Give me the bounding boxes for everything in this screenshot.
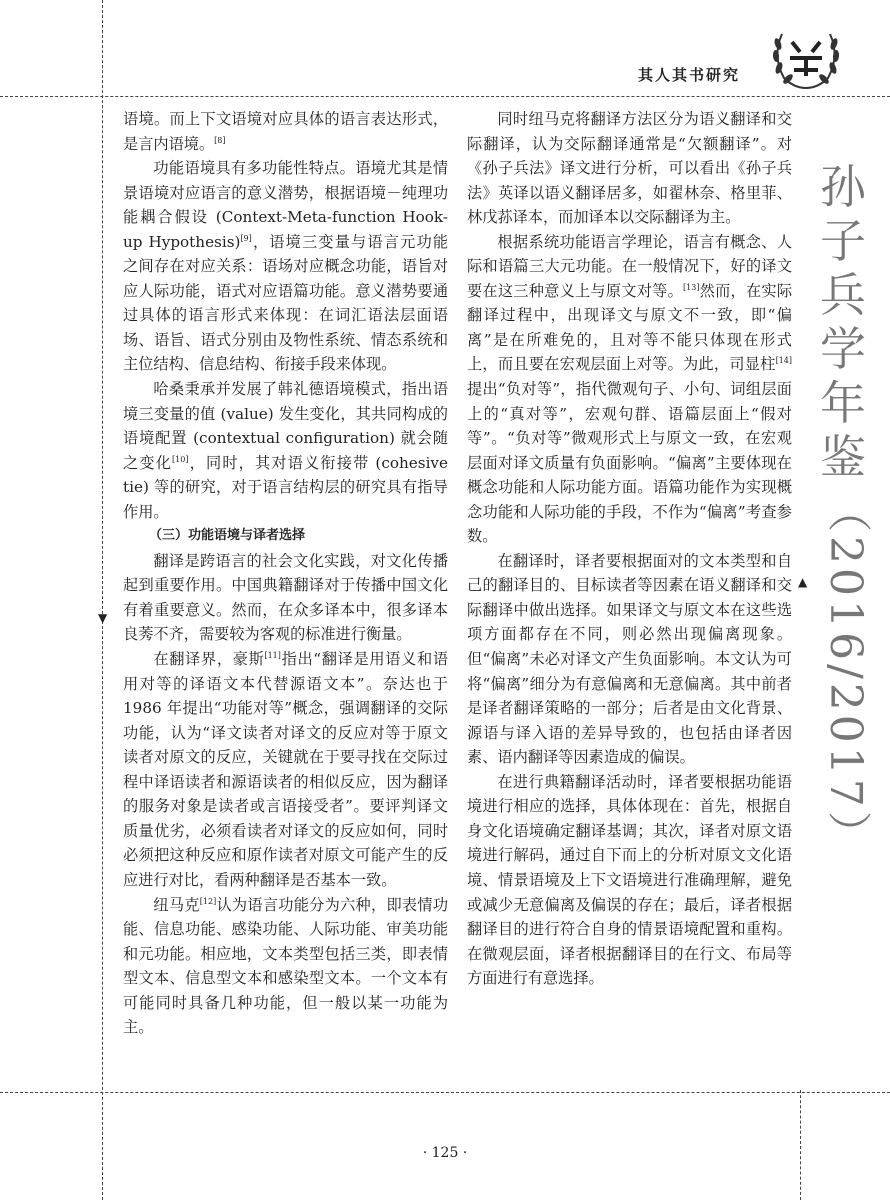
citation-ref: [13] (683, 282, 700, 292)
citation-ref: [14] (775, 356, 792, 366)
header-dashed-rule (0, 96, 890, 97)
left-dashed-rule (102, 0, 103, 1200)
paragraph: 在进行典籍翻译活动时，译者要根据功能语境进行相应的选择，具体体现在：首先，根据自身文化语境确定翻译基调；其次，译者对原文语境进行解码，通过自下而上的分析对原文文化语境、情景语境及上下文语境进行准确理解，避免或减少无意偏离及偏误的存在；最后，译者根据翻译目的进行符合自身的情景语境配置和重构。在微观层面，译者根据翻译目的在行文、布局等方面进行有意选择。 (467, 772, 792, 988)
footer-dashed-rule (0, 1092, 890, 1093)
arrow-up-icon: ▲ (798, 575, 808, 589)
paragraph: 语境。而上下文语境对应具体的语言表达形式，是言内语境。[8] (123, 110, 448, 153)
paragraph: 根据系统功能语言学理论，语言有概念、人际和语篇三大元功能。在一般情况下，好的译文要在这三种意义上与原文对等。[13]然而，在实际翻译过程中，出现译文与原文不一致，即“偏离”是在所难免的，且对等不能只体现在形式上，而且要在宏观层面上对等。为此，司显柱[14]提出“负对等”，指代微观句子、小句、词组层面上的“真对等”，宏观句群、语篇层面上“假对等”。“负对等”微观形式上与原文一致，在宏观层面对译文质量有负面影响。“偏离”主要体现在概念功能和人际功能方面。语篇功能作为实现概念功能和人际功能的手段，不作为“偏离”考查参数。 (467, 232, 793, 546)
yearbook-title-text: 孙 子 兵 学 年 鉴 (820, 160, 866, 484)
paragraph: 同时纽马克将翻译方法区分为语义翻译和交际翻译，认为交际翻译通常是“欠额翻译”。对《孙子兵法》译文进行分析，可以看出《孙子兵法》英译以语义翻译居多，如翟林奈、格里菲、林戊荪译本，而加译本以交际翻译为主。 (467, 110, 792, 227)
section-heading: （三）功能语境与译者选择 (149, 528, 306, 544)
citation-ref: [9] (240, 233, 252, 243)
paragraph: 在翻译时，译者要根据面对的文本类型和自己的翻译目的、目标读者等因素在语义翻译和交际翻译中做出选择。如果译文与原文本在这些选项方面都存在不同，则必然出现偏离现象。但“偏离”未必对译文产生负面影响。本文认为可将“偏离”细分为有意偏离和无意偏离。其中前者是译者翻译策略的一部分；后者是由文化背景、源语与译入语的差异导致的，也包括由译者因素、语内翻译等因素造成的偏误。 (467, 551, 792, 767)
page-number: · 125 · (422, 1145, 468, 1161)
arrow-down-icon: ▼ (98, 611, 108, 625)
yearbook-year: （2016/2017） (820, 488, 871, 859)
citation-ref: [12] (199, 896, 217, 906)
paragraph: 在翻译界，豪斯[11]指出“翻译是用语义和语用对等的译语文本代替源语文本”。奈达也于 1986 年提出“功能对等”概念，强调翻译的交际功能，认为“译文读者对译文的反应对等于原文读者对原文的反应，关键就在于要寻找在交际过程中译语读者和源语读者的相似反应，因为翻译的服务对象是读者或言语接受者”。要评判译文质量优劣，必须看读者对译文的反应如何，同时必须把这种反应和原作读者对原文可能产生的反应进行对比，看两种翻译是否基本一致。 (123, 650, 449, 889)
left-text-column (123, 107, 448, 1040)
laurel-emblem-icon (768, 22, 844, 92)
right-text-column (467, 107, 792, 991)
yearbook-vertical-title (818, 160, 871, 859)
paragraph: 纽马克[12]认为语言功能分为六种，即表情功能、信息功能、感染功能、人际功能、审美功能和元功能。相应地，文本类型包括三类，即表情型文本、信息型文本和感染型文本。一个文本有可能同时具备几种功能，但一般以某一功能为主。 (123, 895, 449, 1037)
paragraph: 功能语境具有多功能性特点。语境尤其是情景语境对应语言的意义潜势，根据语境－纯理功能耦合假设 (Context-Meta-function Hook-up Hypothesis)[9]，语境三变量与语言元功能之间存在对应关系：语场对应概念功能，语旨对应人际功能，语式对应语篇功能。意义潜势要通过具体的语言形式来体现：在词汇语法层面语场、语旨、语式分别由及物性系统、情态系统和主位结构、信息结构、衔接手段来体现。 (123, 159, 449, 374)
citation-ref: [11] (264, 651, 281, 661)
paragraph: 翻译是跨语言的社会文化实践，对文化传播起到重要作用。中国典籍翻译对于传播中国文化有着重要意义。然而，在众多译本中，很多译本良莠不齐，需要较为客观的标准进行衡量。 (123, 551, 448, 644)
paragraph: 哈桑秉承并发展了韩礼德语境模式，指出语境三变量的值 (value) 发生变化，其共同构成的语境配置 (contextual configuration) 就会随之变化[10]，同时，其对语义衔接带 (cohesive tie) 等的研究，对于语言结构层的研究具有指导作用。 (123, 380, 448, 521)
citation-ref: [8] (214, 135, 226, 145)
running-header: 其人其书研究 (637, 66, 740, 84)
citation-ref: [10] (172, 454, 189, 464)
